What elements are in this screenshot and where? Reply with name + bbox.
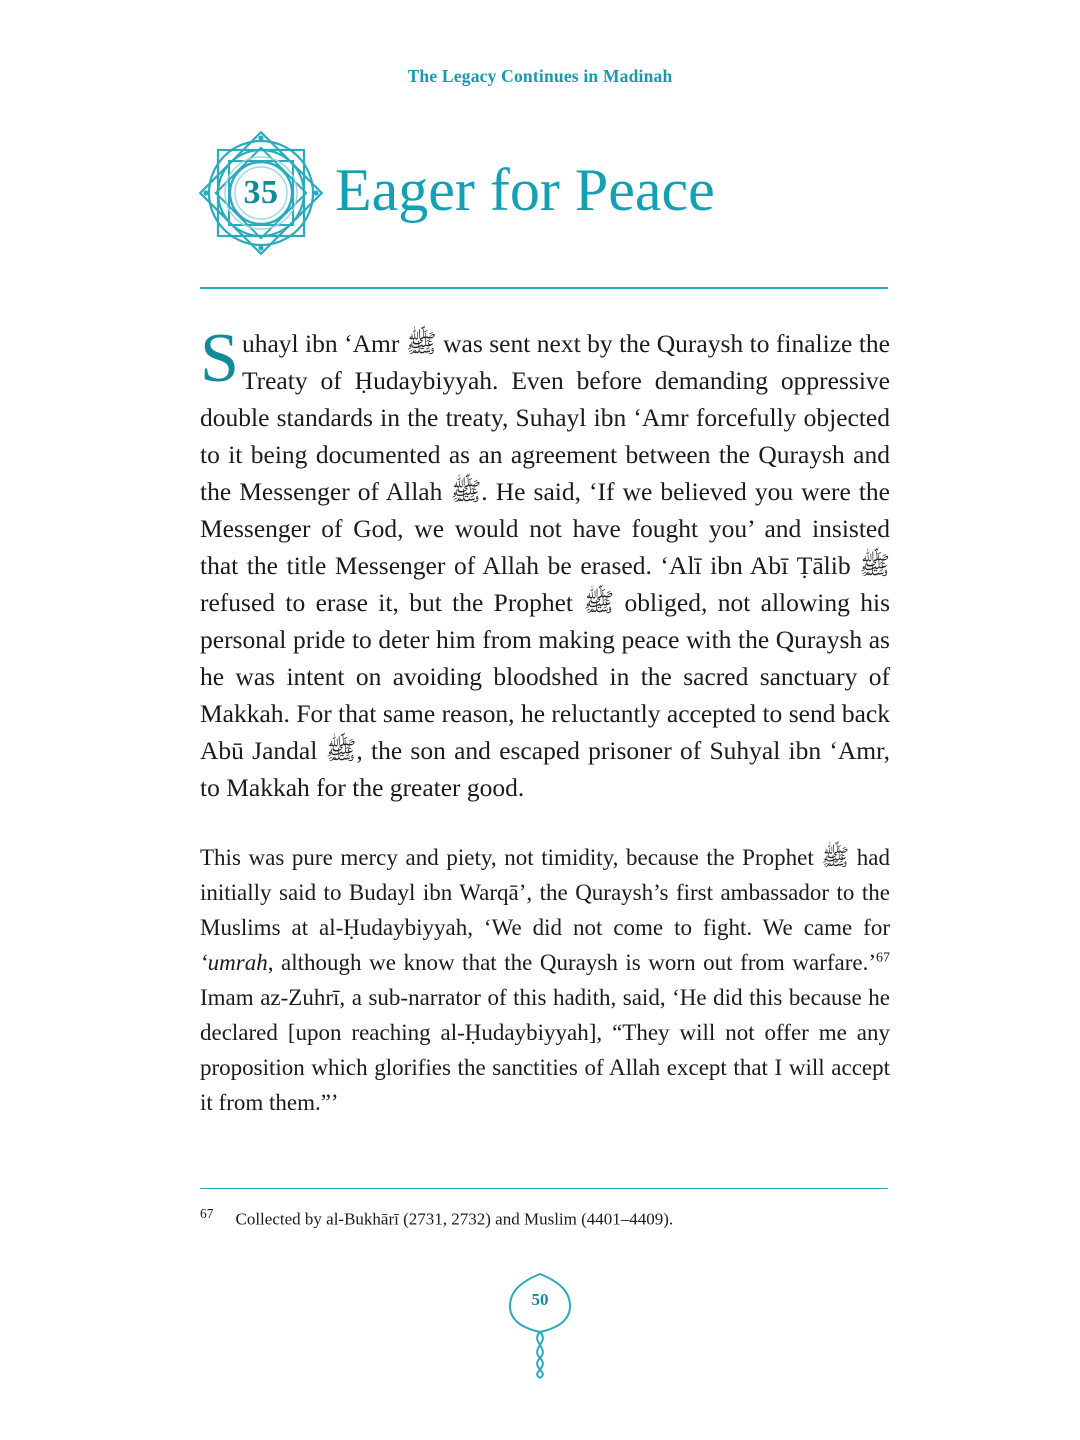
drop-cap: S (200, 320, 239, 397)
footnote-entry (200, 1202, 900, 1232)
paragraph-1-text: uhayl ibn ‘Amr ﷺ was sent next by the Quraysh to finalize the Treaty of Ḥudaybiyyah. Even before demanding oppressive double standards in the treaty, Suhayl ibn ‘Amr forcefully objected to it being documented as an agreement between the Quraysh and the Messenger of Allah ﷺ. He said, ‘If we believed you were the Messenger of God, we would not have fought you’ and insisted that the title Messenger of Allah be erased. ‘Alī ibn Abī Ṭālib ﷺ refused to erase it, but the Prophet ﷺ obliged, not allowing his personal pride to deter him from making peace with the Quraysh as he was intent on avoiding bloodshed in the sacred sanctuary of Makkah. For that same reason, he reluctantly accepted to send back Abū Jandal ﷺ, the son and escaped prisoner of Suhyal ibn ‘Amr, to Makkah for the greater good. (200, 329, 890, 802)
paragraph-1 (200, 320, 890, 806)
heading-divider (200, 287, 888, 289)
paragraph-2-text-part3: Imam az-Zuhrī, a sub-narrator of this hadith, said, ‘He did this because he declared [upon reaching al-Ḥudaybiyyah], “They will not offer me any proposition which glorifies the sanctities of Allah except that I will accept it from them.”’ (200, 985, 890, 1115)
paragraph-2-text-part1: This was pure mercy and piety, not timidity, because the Prophet ﷺ had initially said to Budayl ibn Warqā’, the Quraysh’s first ambassador to the Muslims at al-Ḥudaybiyyah, ‘We did not come to fight. We came for (200, 845, 890, 940)
chapter-title: Eager for Peace (335, 157, 715, 223)
chapter-number: 35 (243, 174, 279, 211)
paragraph-2-text-part2: , although we know that the Quraysh is worn out from warfare.’ (267, 950, 876, 975)
chapter-heading (196, 128, 896, 268)
folio-ornament-icon (504, 1272, 576, 1380)
page-folio (0, 1272, 1080, 1380)
paragraph-2 (200, 840, 890, 1120)
footnote-marker: 67 (200, 1206, 214, 1221)
page-number: 50 (531, 1290, 549, 1309)
footnote-reference-67[interactable]: 67 (876, 950, 890, 966)
running-header: The Legacy Continues in Madinah (407, 66, 673, 86)
paragraph-2-italic-term: ‘umrah (200, 950, 268, 975)
footnote-divider (200, 1188, 888, 1189)
body-text-column (200, 320, 890, 1120)
footnote-text: Collected by al-Bukhārī (2731, 2732) and Muslim (4401–4409). (235, 1209, 674, 1229)
